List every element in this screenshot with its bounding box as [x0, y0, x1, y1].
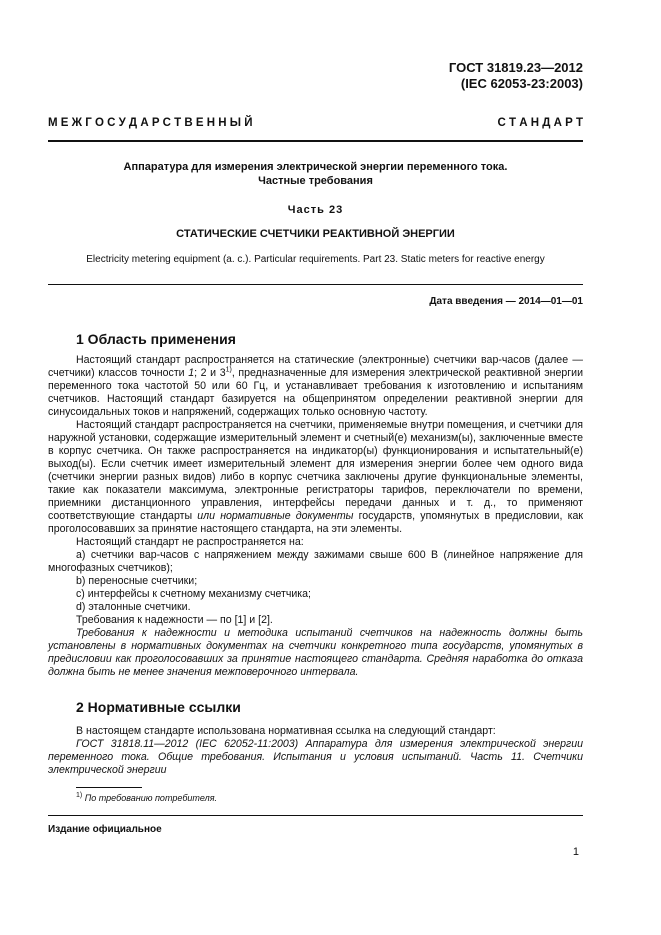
- footnote: [76, 793, 217, 803]
- title-line-2: Частные требования: [258, 175, 373, 187]
- page-number: 1: [572, 846, 579, 858]
- list-item: b) переносные счетчики;: [76, 575, 198, 587]
- footnote-ref: 1): [225, 366, 232, 374]
- list-item: d) эталонные счетчики.: [76, 601, 191, 613]
- list-item: c) интерфейсы к счетному механизму счетчика;: [76, 588, 311, 600]
- english-title: Electricity metering equipment (a. c.). Particular requirements. Part 23. Static meters for reactive energy: [86, 254, 545, 265]
- footnote-text: По требованию потребителя.: [84, 793, 218, 803]
- edition-label: Издание официальное: [48, 824, 162, 835]
- banner-left: М Е Ж Г О С У Д А Р С Т В Е Н Н Ы Й: [48, 117, 253, 129]
- header-rule: [48, 140, 583, 142]
- title-line-1: Аппаратура для измерения электрической энергии переменного тока.: [123, 161, 508, 173]
- introduction-date: Дата введения — 2014—01—01: [429, 296, 583, 307]
- gost-number: ГОСТ 31819.23—2012: [448, 60, 583, 75]
- part-label: Часть 23: [287, 204, 344, 216]
- banner-right: С Т А Н Д А Р Т: [497, 117, 583, 129]
- section-2-body: [48, 725, 583, 777]
- iec-number: (IEC 62053-23:2003): [460, 76, 583, 91]
- document-title: [48, 160, 583, 188]
- footnote-separator: [76, 787, 142, 788]
- document-subject: СТАТИЧЕСКИЕ СЧЕТЧИКИ РЕАКТИВНОЙ ЭНЕРГИИ: [176, 228, 455, 240]
- footer-rule: [48, 815, 583, 816]
- footnote-mark: 1): [76, 792, 83, 799]
- section-1-body: [48, 354, 583, 679]
- section-2-heading: 2 Нормативные ссылки: [76, 699, 241, 715]
- paragraph: Настоящий стандарт распространяется на статические (электронные) счетчики вар-часов (далее — счетчики) классов точности 1; 2 и 3$^{1)}$, предназначенные для измерения электрической реактивной энергии переменного тока частотой 50 или 60 Гц, и устанавливает требования к изготовлению и испытаниям счетчиков. Настоящий стандарт базируется на общепринятом определении реактивной энергии для синусоидальных токов и напряжений, содержащих только основную частоту.: [48, 354, 583, 418]
- reference-entry: ГОСТ 31818.11—2012 (IEC 62052-11:2003) Аппаратура для измерения электрической энергии переменного тока. Общие требования. Испытания и условия испытаний. Часть 11. Счетчики электрической энергии: [48, 738, 583, 776]
- standard-number-block: [449, 60, 583, 92]
- paragraph: Настоящий стандарт не распространяется на:: [76, 536, 304, 548]
- paragraph: В настоящем стандарте использована нормативная ссылка на следующий стандарт:: [76, 725, 496, 737]
- list-item: a) счетчики вар-часов с напряжением между зажимами свыше 600 В (линейное напряжение для многофазных счетчиков);: [48, 549, 583, 574]
- title-rule: [48, 284, 583, 285]
- paragraph: Требования к надежности и методика испытаний счетчиков на надежность должны быть установлены в нормативных документах на счетчики конкретного типа государств, упомянутых в предисловии как проголосовавших за принятие настоящего стандарта. Средняя наработка до отказа должна быть не менее значения межповерочного интервала.: [48, 627, 583, 678]
- section-1-heading: 1 Область применения: [76, 331, 236, 347]
- paragraph: Настоящий стандарт распространяется на счетчики, применяемые внутри помещения, и счетчики для наружной установки, содержащие измерительный элемент и счетный(е) механизм(ы), заключенные вместе в корпус счетчика. Он также распространяется на индикатор(ы) функционирования и испытательный(е) выход(ы). Если счетчик имеет измерительный элемент для измерения энергии более чем одного вида (счетчики энергии разных видов) либо в корпус счетчика заключены другие функциональные элементы, такие как показатели максимума, электронные регистраторы тарифов, переключатели по времени, приемники дистанционного управления, интерфейсы передачи данных и т. д., то применяют соответствующие стандарты или нормативные документы государств, упомянутых в предисловии, как проголосовавших за принятие настоящего стандарта, на эти элементы.: [48, 419, 584, 535]
- paragraph: Требования к надежности — по [1] и [2].: [76, 614, 273, 626]
- interstate-standard-banner: [48, 117, 583, 129]
